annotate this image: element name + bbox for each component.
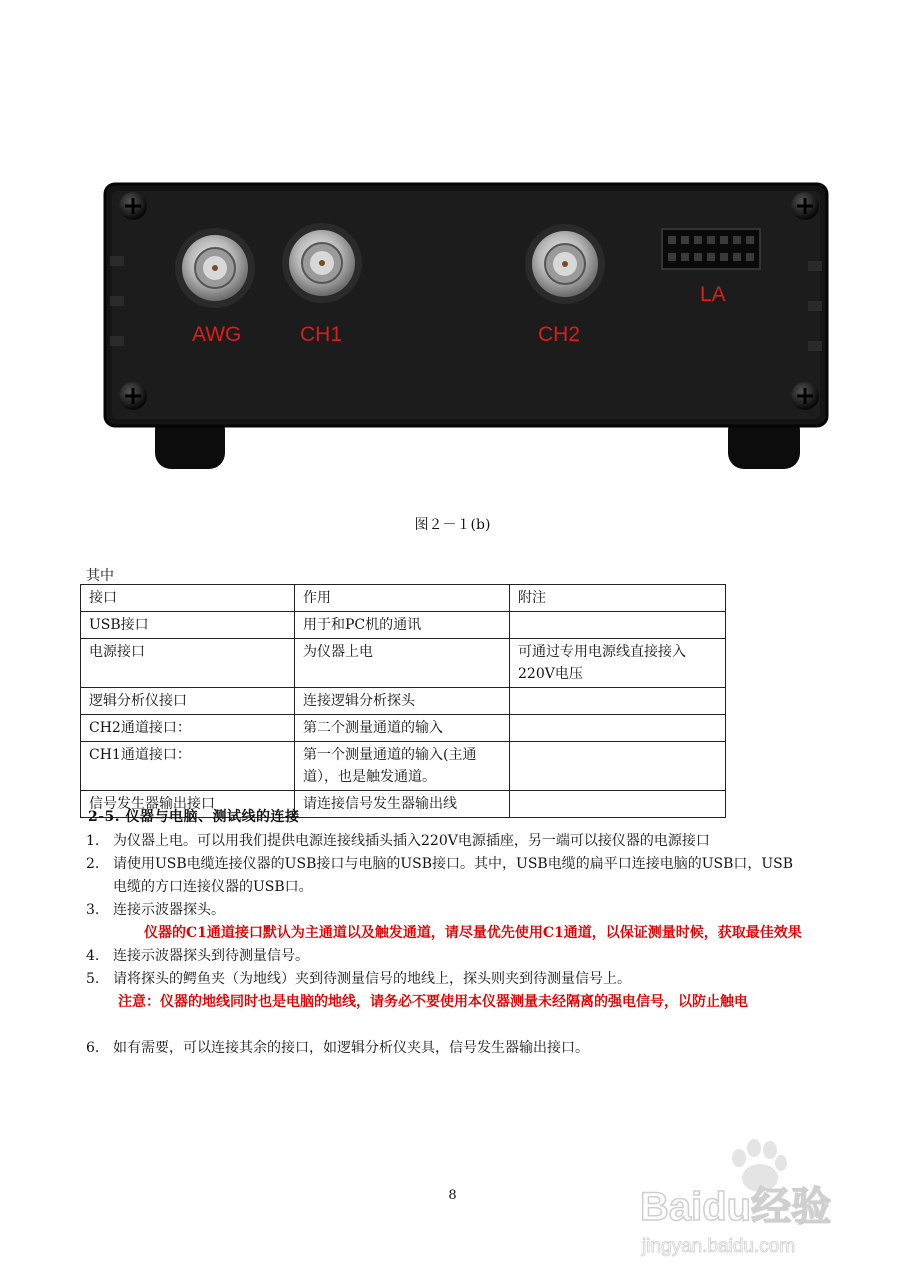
step-text: 如有需要，可以连接其余的接口，如逻辑分析仪夹具，信号发生器输出接口。 bbox=[113, 1040, 589, 1056]
table-row bbox=[81, 612, 726, 639]
channel-note: 仪器的C1通道接口默认为主通道以及触发通道，请尽量优先使用C1通道，以保证测量时候，获取最佳效果 bbox=[144, 925, 802, 941]
table-cell bbox=[510, 791, 726, 818]
list-item bbox=[86, 945, 806, 968]
table-row bbox=[81, 639, 726, 688]
step-text: 请使用USB电缆连接仪器的USB接口与电脑的USB接口。其中，USB电缆的扁平口连接电脑的USB口，USB电缆的方口连接仪器的USB口。 bbox=[113, 856, 794, 895]
step-number: 4. bbox=[86, 948, 100, 964]
table-cell: 信号发生器输出接口 bbox=[81, 791, 295, 818]
table-cell: 第一个测量通道的输入(主通道），也是触发通道。 bbox=[295, 742, 510, 791]
screw-icon bbox=[119, 192, 147, 220]
step-text: 连接示波器探头到待测量信号。 bbox=[113, 948, 309, 964]
section-heading: 2-5. 仪器与电脑、测试线的连接 bbox=[88, 809, 300, 825]
ch2-label: CH2 bbox=[538, 323, 581, 346]
ground-warning: 注意：仪器的地线同时也是电脑的地线，请务必不要使用本仪器测量未经隔离的强电信号，以防止触电 bbox=[118, 994, 748, 1010]
step-number: 1. bbox=[86, 833, 100, 849]
la-label: LA bbox=[700, 283, 726, 306]
table-cell: USB接口 bbox=[81, 612, 295, 639]
port-table bbox=[80, 584, 726, 818]
table-cell: CH1通道接口： bbox=[81, 742, 295, 791]
table-header-cell: 接口 bbox=[81, 585, 295, 612]
table-cell bbox=[510, 715, 726, 742]
table-row bbox=[81, 688, 726, 715]
awg-bnc-connector bbox=[175, 228, 255, 308]
screw-icon bbox=[791, 192, 819, 220]
ch1-label: CH1 bbox=[300, 323, 343, 346]
step-text: 连接示波器探头。 bbox=[113, 902, 225, 918]
page-number: 8 bbox=[448, 1188, 457, 1203]
intro-text: 其中 bbox=[86, 568, 114, 584]
ch2-bnc-connector bbox=[525, 224, 605, 304]
connection-steps bbox=[86, 830, 806, 1060]
la-pin-header bbox=[662, 229, 760, 269]
table-cell bbox=[510, 688, 726, 715]
step-text: 为仪器上电。可以用我们提供电源连接线插头插入220V电源插座，另一端可以接仪器的电源接口 bbox=[113, 833, 710, 849]
screw-icon bbox=[119, 382, 147, 410]
table-cell: 用于和PC机的通讯 bbox=[295, 612, 510, 639]
ch1-bnc-connector bbox=[282, 223, 362, 303]
step-number: 2. bbox=[86, 856, 100, 872]
step-number: 6. bbox=[86, 1040, 100, 1056]
table-cell: CH2通道接口： bbox=[81, 715, 295, 742]
list-item bbox=[86, 830, 806, 853]
list-item bbox=[86, 968, 806, 991]
baidu-jingyan-watermark bbox=[636, 1128, 876, 1258]
table-cell: 逻辑分析仪接口 bbox=[81, 688, 295, 715]
table-cell: 电源接口 bbox=[81, 639, 295, 688]
list-item bbox=[86, 853, 806, 899]
step-text: 请将探头的鳄鱼夹（为地线）夹到待测量信号的地线上，探头则夹到待测量信号上。 bbox=[113, 971, 631, 987]
step-number: 3. bbox=[86, 902, 100, 918]
table-cell: 请连接信号发生器输出线 bbox=[295, 791, 510, 818]
spacer bbox=[86, 1014, 806, 1037]
table-header-cell: 作用 bbox=[295, 585, 510, 612]
table-cell bbox=[510, 612, 726, 639]
awg-label: AWG bbox=[192, 323, 242, 346]
table-cell: 可通过专用电源线直接接入220V电压 bbox=[510, 639, 726, 688]
step-number: 5. bbox=[86, 971, 100, 987]
table-row bbox=[81, 742, 726, 791]
table-cell: 第二个测量通道的输入 bbox=[295, 715, 510, 742]
table-header-row bbox=[81, 585, 726, 612]
list-item bbox=[86, 1037, 806, 1060]
figure-caption: 图２－１(b) bbox=[414, 517, 491, 533]
device-front-panel-photo bbox=[100, 176, 832, 478]
table-cell bbox=[510, 742, 726, 791]
table-cell: 为仪器上电 bbox=[295, 639, 510, 688]
list-item bbox=[86, 899, 806, 922]
screw-icon bbox=[791, 382, 819, 410]
table-cell: 连接逻辑分析探头 bbox=[295, 688, 510, 715]
table-row bbox=[81, 715, 726, 742]
table-header-cell: 附注 bbox=[510, 585, 726, 612]
watermark-brand: Baidu经验 bbox=[640, 1185, 832, 1229]
watermark-url: jingyan.baidu.com bbox=[642, 1236, 796, 1257]
